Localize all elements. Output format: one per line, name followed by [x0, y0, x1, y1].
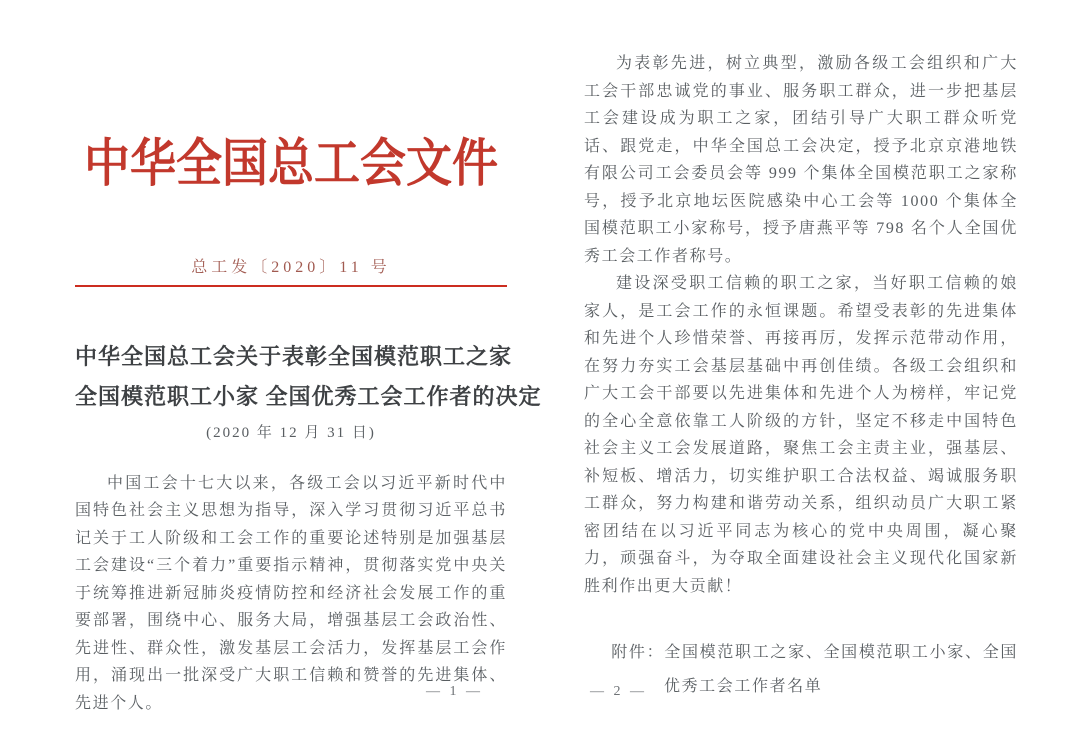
body-paragraph-1: 中国工会十七大以来，各级工会以习近平新时代中国特色社会主义思想为指导，深入学习贯彻习近平总书记关于工人阶级和工会工作的重要论述特别是加强基层工会建设“三个着力”重要指示精神，贯彻落实党中央关于统筹推进新冠肺炎疫情防控和经济社会发展工作的重要部署，围绕中心、服务大局，增强基层工会政治性、先进性、群众性，激发基层工会活力，发挥基层工会作用，涌现出一批深受广大职工信赖和赞誉的先进集体、先进个人。	[75, 474, 507, 712]
attachment-label: 附件：	[611, 644, 665, 661]
page-1	[75, 0, 542, 755]
decision-title	[75, 337, 542, 417]
document-number: 总工发〔2020〕11 号	[191, 258, 391, 276]
red-divider-line	[75, 285, 507, 287]
decision-title-line2: 全国模范职工小家 全国优秀工会工作者的决定	[75, 383, 542, 409]
decision-title-line1: 中华全国总工会关于表彰全国模范职工之家	[75, 343, 513, 369]
page-2	[584, 0, 1018, 755]
body-paragraph-3: 建设深受职工信赖的职工之家，当好职工信赖的娘家人，是工会工作的永恒课题。希望受表彰的先进集体和先进个人珍惜荣誉、再接再厉，发挥示范带动作用，在努力夯实工会基层基础中再创佳绩。各级工会组织和广大工会干部要以先进集体和先进个人为榜样，牢记党的全心全意依靠工人阶级的方针，坚定不移走中国特色社会主义工会发展道路，聚焦工会主责主业，强基层、补短板、增活力，切实维护职工合法权益、竭诚服务职工群众，努力构建和谐劳动关系，组织动员广大职工紧密团结在以习近平同志为核心的党中央周围，凝心聚力，顽强奋斗，为夺取全面建设社会主义现代化国家新胜利作出更大贡献！	[584, 275, 1018, 595]
attachment-note	[611, 636, 1018, 704]
body-paragraph-2: 为表彰先进，树立典型，激励各级工会组织和广大工会干部忠诚党的事业、服务职工群众，进一步把基层工会建设成为职工之家，团结引导广大职工群众听党话、跟党走，中华全国总工会决定，授予北京京港地铁有限公司工会委员会等 999 个集体全国模范职工之家称号，授予北京地坛医院感染中心工会等 1000 个集体全国模范职工小家称号，授予唐燕平等 798 名个人全国优秀工会工作者称号。	[584, 55, 1018, 265]
page-number-2: — 2 —	[590, 684, 647, 699]
attachment-text: 全国模范职工之家、全国模范职工小家、全国优秀工会工作者名单	[663, 644, 1018, 695]
decision-date: (2020 年 12 月 31 日)	[206, 424, 376, 441]
page-number-1: — 1 —	[426, 684, 483, 699]
document-header-title: 中华全国总工会文件	[84, 135, 498, 193]
